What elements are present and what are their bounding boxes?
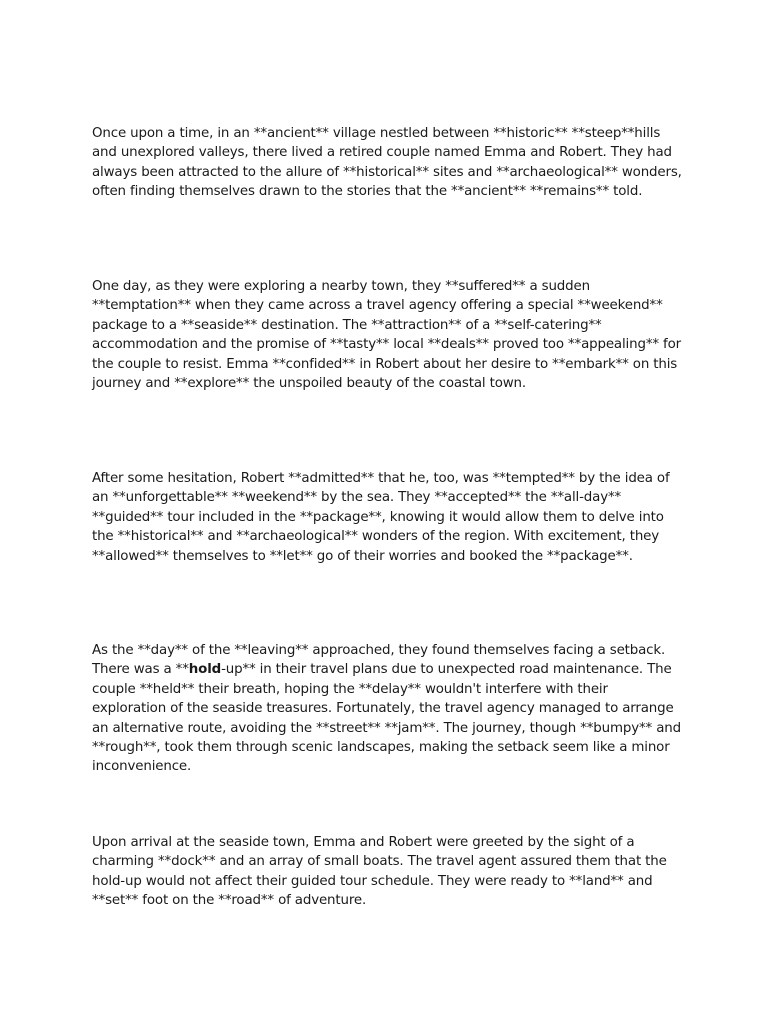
paragraph-4-text-after: -up** in their travel plans due to unexpected road maintenance. The couple **held** their breath, hoping the **delay** wouldn't interfere with their exploration of the seaside treasures. Fortunately, the travel agency managed to arrange an alternative route, avoiding the **street** **jam**. The journey, though **bumpy** and **rough**, took them through scenic landscapes, making the setback seem like a minor inconvenience.: [92, 662, 681, 775]
paragraph-1: Once upon a time, in an **ancient** village nestled between **historic** **steep**hills and unexplored valleys, there lived a retired couple named Emma and Robert. They had always been attracted to the allure of **historical** sites and **archaeological** wonders, often finding themselves drawn to the stories that the **ancient** **remains** told.: [92, 126, 682, 200]
paragraph-4-text-before: As the **day** of the **leaving** approached, they found themselves facing a setback. There was a **: [92, 643, 666, 678]
paragraph-3: After some hesitation, Robert **admitted** that he, too, was **tempted** by the idea of an **unforgettable** **weekend** by the sea. They **accepted** the **all-day** **guided** tour included in the **package**, knowing it would allow them to delve into the **historical** and **archaeological** wonders of the region. With excitement, they **allowed** themselves to **let** go of their worries and booked the **package**.: [92, 471, 670, 564]
paragraph-2: One day, as they were exploring a nearby town, they **suffered** a sudden **temptation** when they came across a travel agency offering a special **weekend** package to a **seaside** destination. The **attraction** of a **self-catering** accommodation and the promise of **tasty** local **deals** proved too **appealing** for the couple to resist. Emma **confided** in Robert about her desire to **embark** on this journey and **explore** the unspoiled beauty of the coastal town.: [92, 279, 681, 392]
paragraph-4: [92, 641, 682, 777]
paragraph-5: Upon arrival at the seaside town, Emma and Robert were greeted by the sight of a charming **dock** and an array of small boats. The travel agent assured them that the hold-up would not affect their guided tour schedule. They were ready to **land** and **set** foot on the **road** of adventure.: [92, 835, 667, 909]
paragraph-4-bold-word: hold: [188, 662, 222, 678]
